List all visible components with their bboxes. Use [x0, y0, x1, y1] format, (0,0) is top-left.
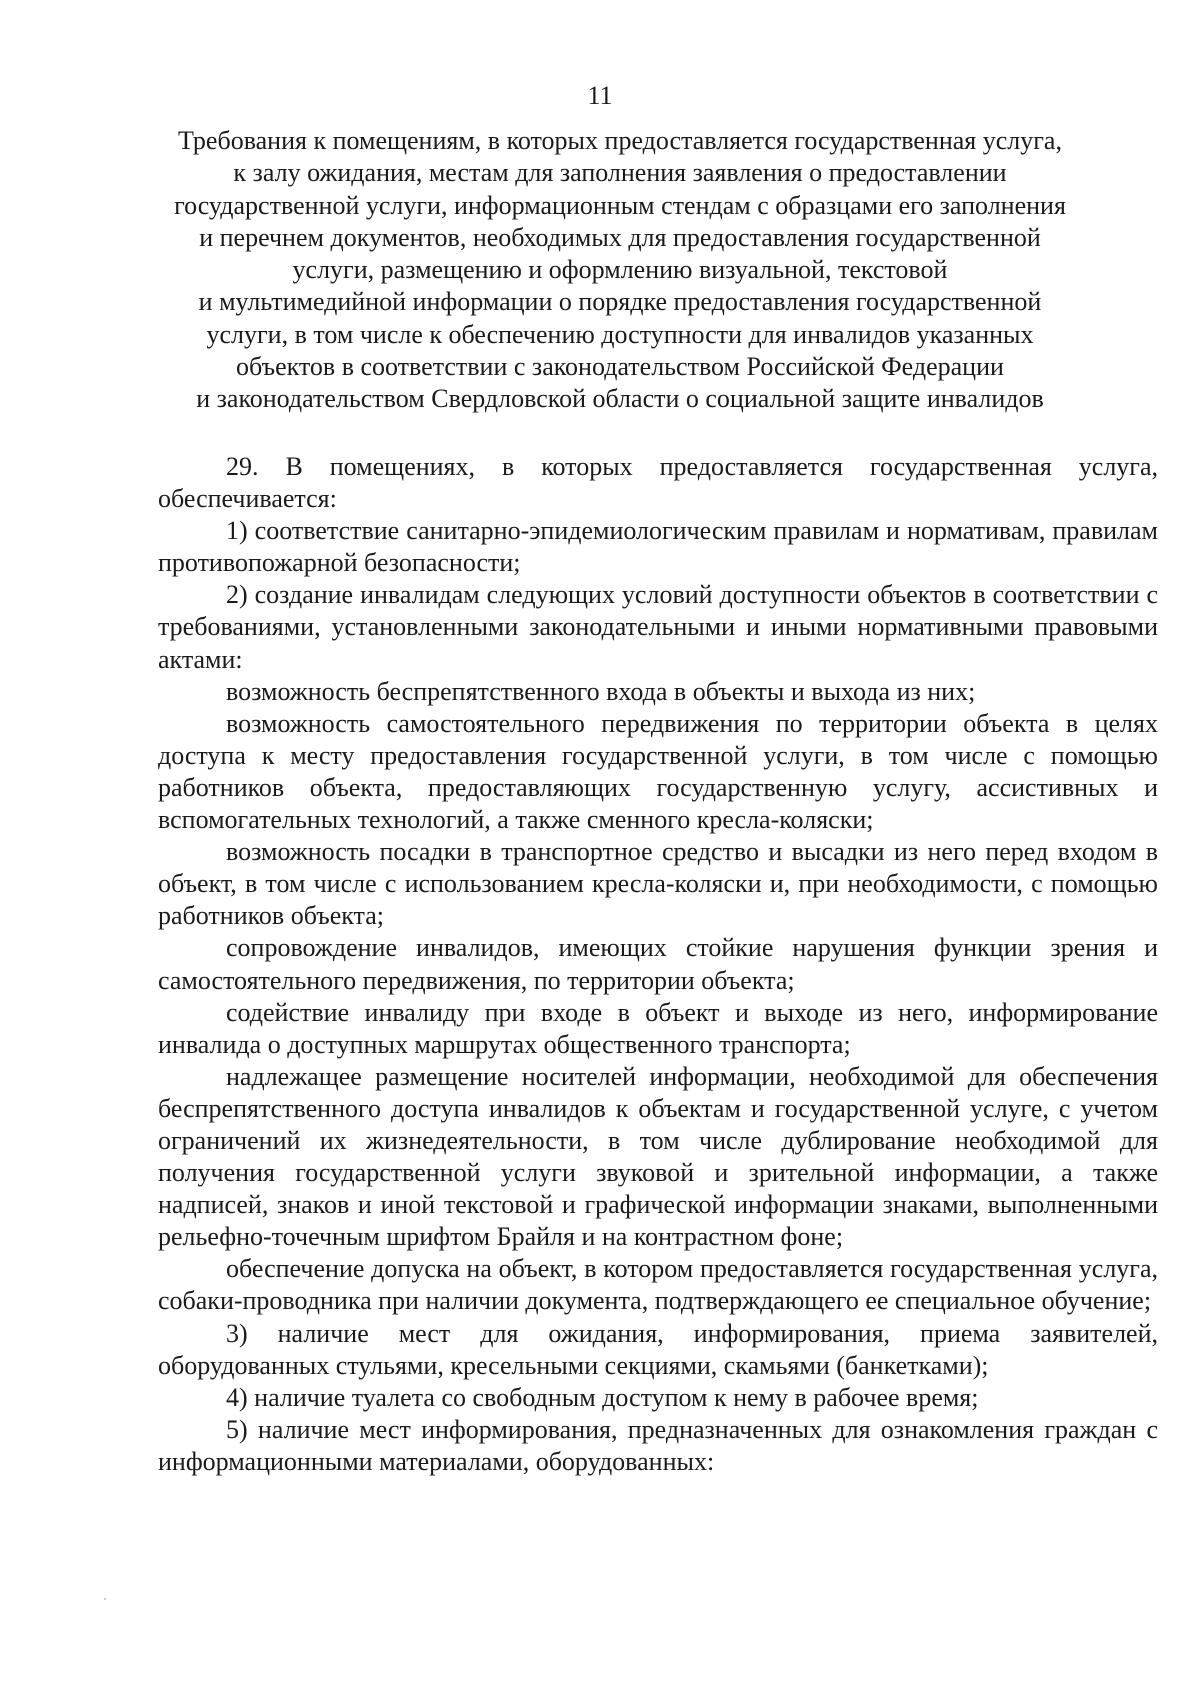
paragraph-sub-1: 1) соответствие санитарно-эпидемиологическим правилам и нормативам, правилам противопожарной безопасности; — [158, 516, 1158, 578]
heading-line: и мультимедийной информации о порядке предоставления государственной — [198, 287, 1042, 317]
body-text — [158, 451, 1158, 1478]
paragraph-sub-2: 2) создание инвалидам следующих условий доступности объектов в соответствии с требованиями, установленными законодательными и иными нормативными правовыми актами: — [158, 580, 1158, 674]
paragraph-condition: надлежащее размещение носителей информации, необходимой для обеспечения беспрепятственного доступа инвалидов к объектам и государственной услуге, с учетом ограничений их жизнедеятельности, в том числе дублирование необходимой для получения государственной услуги звуковой и зрительной информации, а также надписей, знаков и иной текстовой и графической информации знаками, выполненными рельефно-точечным шрифтом Брайля и на контрастном фоне; — [158, 1061, 1158, 1252]
paragraph-condition: сопровождение инвалидов, имеющих стойкие нарушения функции зрения и самостоятельного передвижения, по территории объекта; — [158, 933, 1158, 995]
paragraph-condition: обеспечение допуска на объект, в котором предоставляется государственная услуга, собаки-проводника при наличии документа, подтверждающего ее специальное обучение; — [158, 1254, 1158, 1316]
heading-line: к залу ожидания, местам для заполнения заявления о предоставлении — [233, 158, 1007, 188]
paragraph-condition: возможность самостоятельного передвижения по территории объекта в целях доступа к месту предоставления государственной услуги, в том числе с помощью работников объекта, предоставляющих государственную услугу, ассистивных и вспомогательных технологий, а также сменного кресла-коляски; — [158, 708, 1158, 835]
section-heading — [150, 125, 1090, 416]
heading-line: и законодательством Свердловской области о социальной защите инвалидов — [196, 384, 1044, 414]
heading-line: государственной услуги, информационным стендам с образцами его заполнения — [174, 190, 1066, 220]
scan-speck — [104, 1598, 106, 1600]
paragraph-sub-5: 5) наличие мест информирования, предназначенных для ознакомления граждан с информационными материалами, оборудованных: — [158, 1414, 1158, 1476]
heading-line: и перечнем документов, необходимых для предоставления государственной — [199, 222, 1041, 252]
paragraph-item-29: 29. В помещениях, в которых предоставляется государственная услуга, обеспечивается: — [158, 452, 1158, 514]
heading-line: Требования к помещениям, в которых предоставляется государственная услуга, — [178, 126, 1062, 155]
heading-line: услуги, размещению и оформлению визуальной, текстовой — [292, 255, 948, 285]
paragraph-condition: возможность беспрепятственного входа в объекты и выхода из них; — [226, 676, 976, 706]
page-number: 11 — [587, 81, 613, 110]
heading-line: услуги, в том числе к обеспечению доступности для инвалидов указанных — [206, 319, 1034, 349]
paragraph-condition: содействие инвалиду при входе в объект и выходе из него, информирование инвалида о доступных маршрутах общественного транспорта; — [158, 997, 1158, 1059]
paragraph-sub-4: 4) наличие туалета со свободным доступом к нему в рабочее время; — [226, 1382, 979, 1412]
paragraph-sub-3: 3) наличие мест для ожидания, информирования, приема заявителей, оборудованных стульями, кресельными секциями, скамьями (банкетками); — [158, 1318, 1158, 1380]
paragraph-condition: возможность посадки в транспортное средство и высадки из него перед входом в объект, в том числе с использованием кресла-коляски и, при необходимости, с помощью работников объекта; — [158, 837, 1158, 931]
heading-line: объектов в соответствии с законодательством Российской Федерации — [236, 352, 1004, 382]
